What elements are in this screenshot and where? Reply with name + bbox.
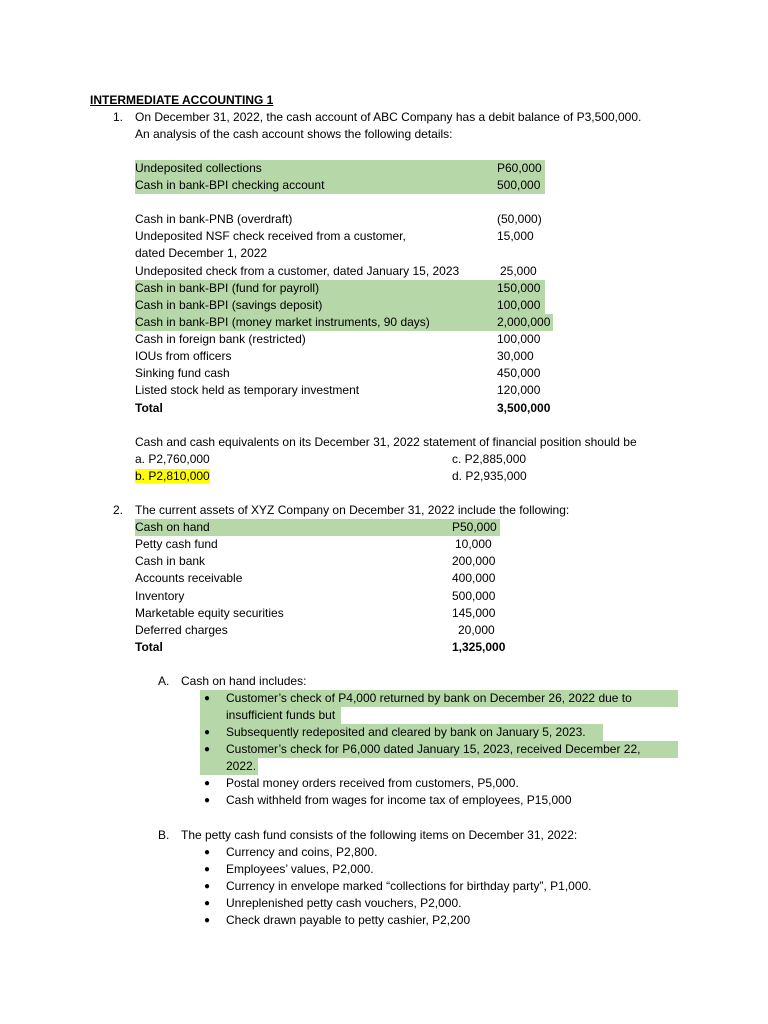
q1-item-label: Undeposited NSF check received from a customer, xyxy=(135,229,406,243)
section-a-item-cont: insufficient funds but xyxy=(226,708,336,722)
section-a-item: Postal money orders received from customers, P5,000. xyxy=(226,776,519,790)
q1-intro-line2: An analysis of the cash account shows the following details: xyxy=(135,127,453,141)
bullet-icon: ● xyxy=(204,864,211,875)
section-a-item-cont: 2022. xyxy=(226,759,257,773)
section-a-letter: A. xyxy=(158,674,170,688)
q1-item-label: Undeposited check from a customer, dated January 15, 2023 xyxy=(135,264,460,278)
q1-total-value: 3,500,000 xyxy=(497,401,551,415)
bullet-icon: ● xyxy=(204,881,211,892)
q2-number: 2. xyxy=(113,503,124,517)
q1-item-value: 120,000 xyxy=(497,383,541,397)
section-a-heading: Cash on hand includes: xyxy=(181,674,307,688)
q1-choice-a: a. P2,760,000 xyxy=(135,452,210,466)
q1-item-value: 25,000 xyxy=(500,264,537,278)
q1-item-value: (50,000) xyxy=(497,212,542,226)
q1-item-label: Cash in bank-BPI (savings deposit) xyxy=(135,298,323,312)
q1-item-value: 100,000 xyxy=(497,332,541,346)
q1-intro-line1: On December 31, 2022, the cash account of ABC Company has a debit balance of P3,500,000. xyxy=(135,110,642,124)
page-title: INTERMEDIATE ACCOUNTING 1 xyxy=(90,93,274,107)
q1-number: 1. xyxy=(113,110,124,124)
q2-item-value: 20,000 xyxy=(458,623,495,637)
q2-item-label: Cash on hand xyxy=(135,520,210,534)
q2-item-label: Cash in bank xyxy=(135,554,206,568)
q2-total-label: Total xyxy=(135,640,163,654)
q1-item-value: 500,000 xyxy=(497,178,541,192)
bullet-icon: ● xyxy=(204,847,211,858)
q2-total-value: 1,325,000 xyxy=(452,640,506,654)
q2-item-value: 400,000 xyxy=(452,571,496,585)
bullet-icon: ● xyxy=(204,898,211,909)
section-b-letter: B. xyxy=(158,828,170,842)
q1-item-label: IOUs from officers xyxy=(135,349,232,363)
section-a-item: Customer’s check for P6,000 dated January 15, 2023, received December 22, xyxy=(226,742,641,756)
q1-item-label: Cash in bank-BPI (money market instruments, 90 days) xyxy=(135,315,430,329)
q1-item-label: Cash in bank-BPI (fund for payroll) xyxy=(135,281,320,295)
section-a-item: Subsequently redeposited and cleared by bank on January 5, 2023. xyxy=(226,725,586,739)
q1-total-label: Total xyxy=(135,401,163,415)
q2-item-label: Inventory xyxy=(135,589,185,603)
q2-item-value: 145,000 xyxy=(452,606,496,620)
q2-item-value: 10,000 xyxy=(455,537,492,551)
section-a-item: Customer’s check of P4,000 returned by bank on December 26, 2022 due to xyxy=(226,691,632,705)
q2-item-label: Deferred charges xyxy=(135,623,228,637)
bullet-icon: ● xyxy=(204,744,211,755)
q2-item-value: P50,000 xyxy=(452,520,497,534)
section-b-item: Employees’ values, P2,000. xyxy=(226,862,374,876)
section-b-item: Currency in envelope marked “collections for birthday party”, P1,000. xyxy=(226,879,592,893)
q1-choice-b xyxy=(135,468,210,485)
q2-item-label: Accounts receivable xyxy=(135,571,243,585)
q2-item-label: Marketable equity securities xyxy=(135,606,284,620)
q1-item-value: 30,000 xyxy=(497,349,534,363)
q1-item-value: 450,000 xyxy=(497,366,541,380)
q2-item-value: 200,000 xyxy=(452,554,496,568)
q1-item-value: 100,000 xyxy=(497,298,541,312)
section-b-heading: The petty cash fund consists of the following items on December 31, 2022: xyxy=(181,828,578,842)
bullet-icon: ● xyxy=(204,727,211,738)
section-b-item: Check drawn payable to petty cashier, P2,200 xyxy=(226,913,471,927)
q1-item-value: 150,000 xyxy=(497,281,541,295)
q1-item-value: 15,000 xyxy=(497,229,534,243)
q1-item-label: Sinking fund cash xyxy=(135,366,230,380)
section-b-item: Unreplenished petty cash vouchers, P2,000. xyxy=(226,896,462,910)
q1-item-value: 2,000,000 xyxy=(497,315,551,329)
q1-item-label: Cash in bank-PNB (overdraft) xyxy=(135,212,293,226)
bullet-icon: ● xyxy=(204,778,211,789)
bullet-icon: ● xyxy=(204,795,211,806)
q1-item-label: dated December 1, 2022 xyxy=(135,246,268,260)
q1-choice-d: d. P2,935,000 xyxy=(452,469,527,483)
q2-item-value: 500,000 xyxy=(452,589,496,603)
q2-item-label: Petty cash fund xyxy=(135,537,218,551)
q1-item-label: Listed stock held as temporary investment xyxy=(135,383,360,397)
q1-item-label: Cash in bank-BPI checking account xyxy=(135,178,325,192)
q2-intro: The current assets of XYZ Company on December 31, 2022 include the following: xyxy=(135,503,570,517)
section-b-item: Currency and coins, P2,800. xyxy=(226,845,378,859)
q1-choice-b-highlight: b. P2,810,000 xyxy=(135,469,210,483)
q1-choice-c: c. P2,885,000 xyxy=(452,452,527,466)
q1-question: Cash and cash equivalents on its December 31, 2022 statement of financial position should be xyxy=(135,435,637,449)
section-a-item: Cash withheld from wages for income tax of employees, P15,000 xyxy=(226,793,572,807)
bullet-icon: ● xyxy=(204,915,211,926)
q1-item-value: P60,000 xyxy=(497,161,542,175)
q1-item-label: Cash in foreign bank (restricted) xyxy=(135,332,306,346)
bullet-icon: ● xyxy=(204,693,211,704)
q1-item-label: Undeposited collections xyxy=(135,161,262,175)
